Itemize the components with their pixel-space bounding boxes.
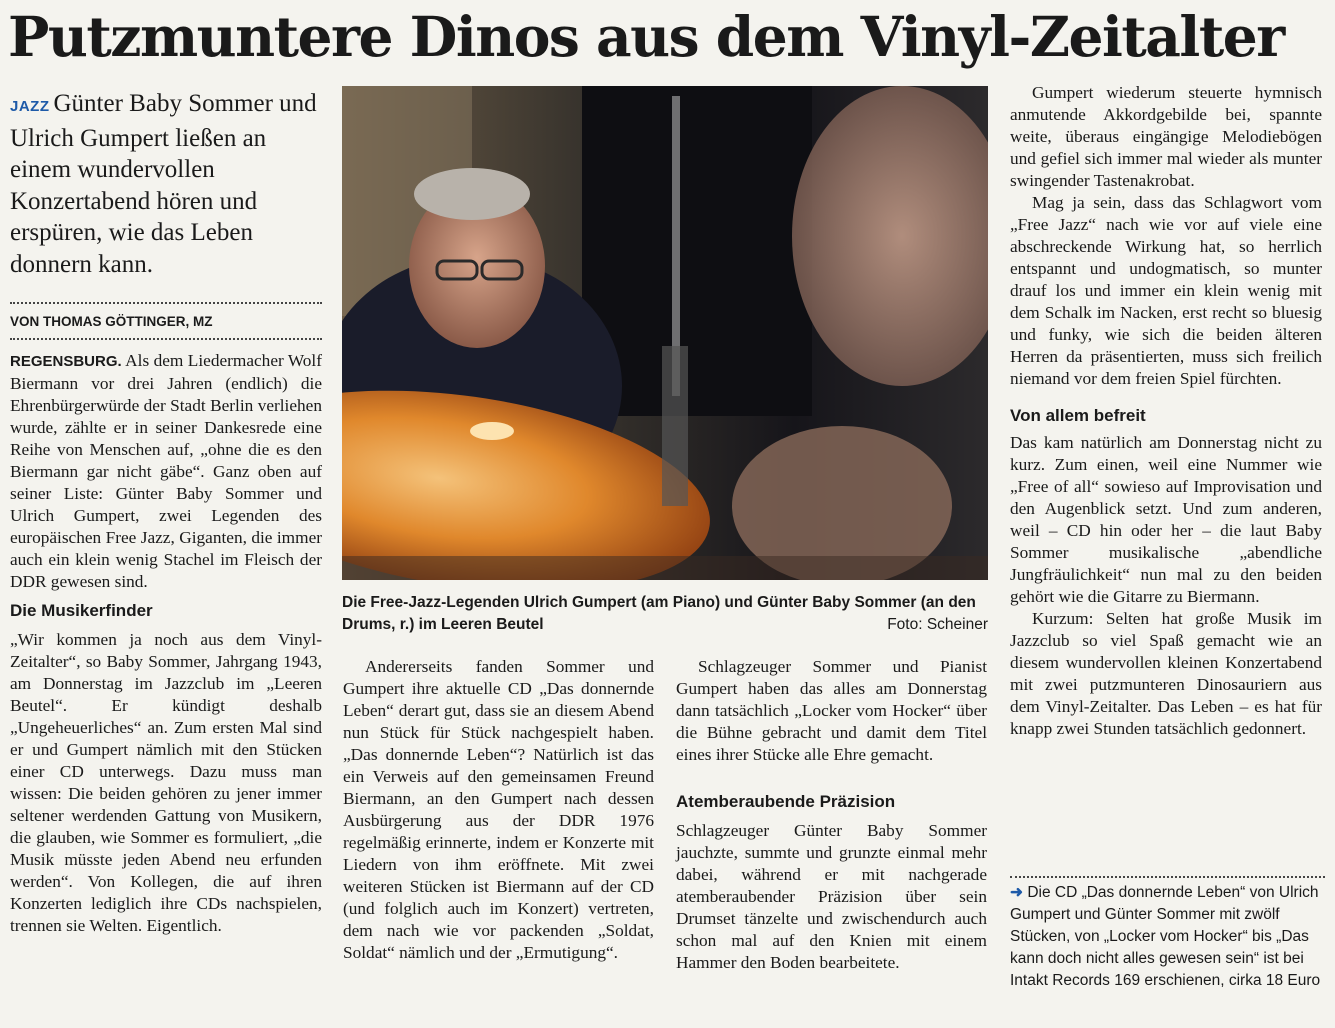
intro-text: Günter Baby Sommer und Ulrich Gumpert ließen an einem wundervollen Konzertabend hören und erspüren, wie das Leben donnern kann. [10,90,317,278]
paragraph: Mag ja sein, dass das Schlagwort vom „Free Jazz“ nach wie vor auf viele eine abschreckende Wirkung hat, so herrlich entspannt und undogmatisch, so munter drauf los und immer ein klein wenig mit dem Schalk im Nacken, erst recht so bluesig und funky, wie sich die beiden älteren Herren da präsentierten, muss sich freilich niemand vor dem freien Spiel fürchten. [1010,193,1322,388]
paragraph: Das kam natürlich am Donnerstag nicht zu kurz. Zum einen, weil eine Nummer wie „Free of all“ sowieso auf Improvisation und den Augenblick setzt. Und zum anderen, weil – CD hin oder her – die laut Baby Sommer musikalische „abendliche Jungfräulichkeit“ nun mal zu den beiden gehört wie die Gitarre zu Biermann. [1010,433,1322,606]
headline: Putzmuntere Dinos aus dem Vinyl-Zeitalter [8,4,1284,69]
paragraph: Schlagzeuger Sommer und Pianist Gumpert haben das alles am Donnerstag dann tatsächlich „Locker vom Hocker“ über die Bühne gebracht und damit dem Titel eines ihrer Stücke alle Ehre gemacht. [676,657,987,764]
subheading-befreit: Von allem befreit [1010,406,1146,425]
article-column-2 [343,656,654,964]
byline: VON THOMAS GÖTTINGER, MZ [10,302,322,340]
cd-info-text: Die CD „Das donnernde Leben“ von Ulrich Gumpert und Günter Sommer mit zwölf Stücken, von „Locker vom Hocker“ bis „Das kann doch nicht alles gewesen sein“ ist bei Intakt Records 169 erschienen, cirka 18 Euro [1010,884,1321,989]
article-column-4 [1010,82,1322,740]
subheading-praezision: Atemberaubende Präzision [676,792,896,811]
paragraph [10,350,322,593]
photo-credit: Foto: Scheiner [887,616,988,633]
section-kicker: JAZZ [10,98,50,115]
dateline: REGENSBURG. [10,353,122,370]
arrow-right-icon: ➜ [1010,884,1023,901]
paragraph: Kurzum: Selten hat große Musik im Jazzclub so viel Spaß gemacht wie an diesem wundervollen kleinen Konzertabend mit zwei putzmunteren Dinosauriern aus dem Vinyl-Zeitalter. Das Leben – es hat für knapp zwei Stunden tatsächlich gedonnert. [1010,609,1322,738]
paragraph: „Wir kommen ja noch aus dem Vinyl-Zeitalter“, so Baby Sommer, Jahrgang 1943, am Donnerstag im Jazzclub im „Leeren Beutel“. Er kündigt deshalb „Ungeheuerliches“ an. Zum ersten Mal sind er und Gumpert nämlich mit den Stücken einer CD unterwegs. Dazu muss man wissen: Die beiden gehören zu jener immer seltener werdenden Gattung von Musikern, die glauben, wie Sommer es formuliert, „die Musik müsste jeden Abend neu erfunden werden“. Von Kollegen, die auf ihren Konzerten lediglich ihre CDs nachspielen, trennen sie Welten. Eigentlich. [10,630,322,935]
article-column-3 [676,656,987,974]
cd-info-box [1010,876,1325,992]
paragraph: Schlagzeuger Günter Baby Sommer jauchzte, summte und grunzte einmal mehr dabei, während er mit nachgerade atemberaubender Präzision über sein Drumset tänzelte und zwischendurch auch schon mal auf den Knien mit einem Hammer den Boden bearbeitete. [676,821,987,972]
article-photo [342,86,988,580]
photo-caption: Die Free-Jazz-Legenden Ulrich Gumpert (am Piano) und Günter Baby Sommer (an den Drums, r.) im Leeren Beutel [342,594,976,633]
photo-jazz-duo [342,86,988,580]
paragraph: Andererseits fanden Sommer und Gumpert ihre aktuelle CD „Das donnernde Leben“ derart gut, dass sie an diesem Abend nun Stück für Stück nachgespielt haben. „Das donnernde Leben“? Natürlich ist das ein Verweis auf den gemeinsamen Freund Biermann, an den Gumpert nach dessen Ausbürgerung aus der DDR 1976 regelmäßig erinnerte, indem er Konzerte mit Liedern von ihm eröffnete. Mit zwei weiteren Stücken ist Biermann auf der CD (und folglich auch im Konzert) vertreten, dem nach wie vor packenden „Soldat, Soldat“ nämlich und der „Ermutigung“. [343,657,654,962]
paragraph-text: Als dem Liedermacher Wolf Biermann vor drei Jahren (endlich) die Ehrenbürgerwürde der Stadt Berlin verliehen wurde, zählte er in seiner Dankesrede eine Reihe von Menschen auf, „ohne die es den Biermann gar nicht gäbe“. Ganz oben auf seiner Liste: Günter Baby Sommer und Ulrich Gumpert, zwei Legenden des europäischen Free Jazz, Giganten, die immer auch ein klein wenig Stachel im Fleisch der DDR gewesen sind. [10,351,322,591]
paragraph: Gumpert wiederum steuerte hymnisch anmutende Akkordgebilde bei, spannte weite, überaus eingängige Melodiebögen und gefiel sich immer mal wieder als munter swingender Tastenakrobat. [1010,83,1322,190]
intro-teaser [10,88,325,280]
subheading-musikerfinder: Die Musikerfinder [10,601,153,620]
article-column-1 [10,350,322,937]
photo-caption-block [342,592,988,636]
